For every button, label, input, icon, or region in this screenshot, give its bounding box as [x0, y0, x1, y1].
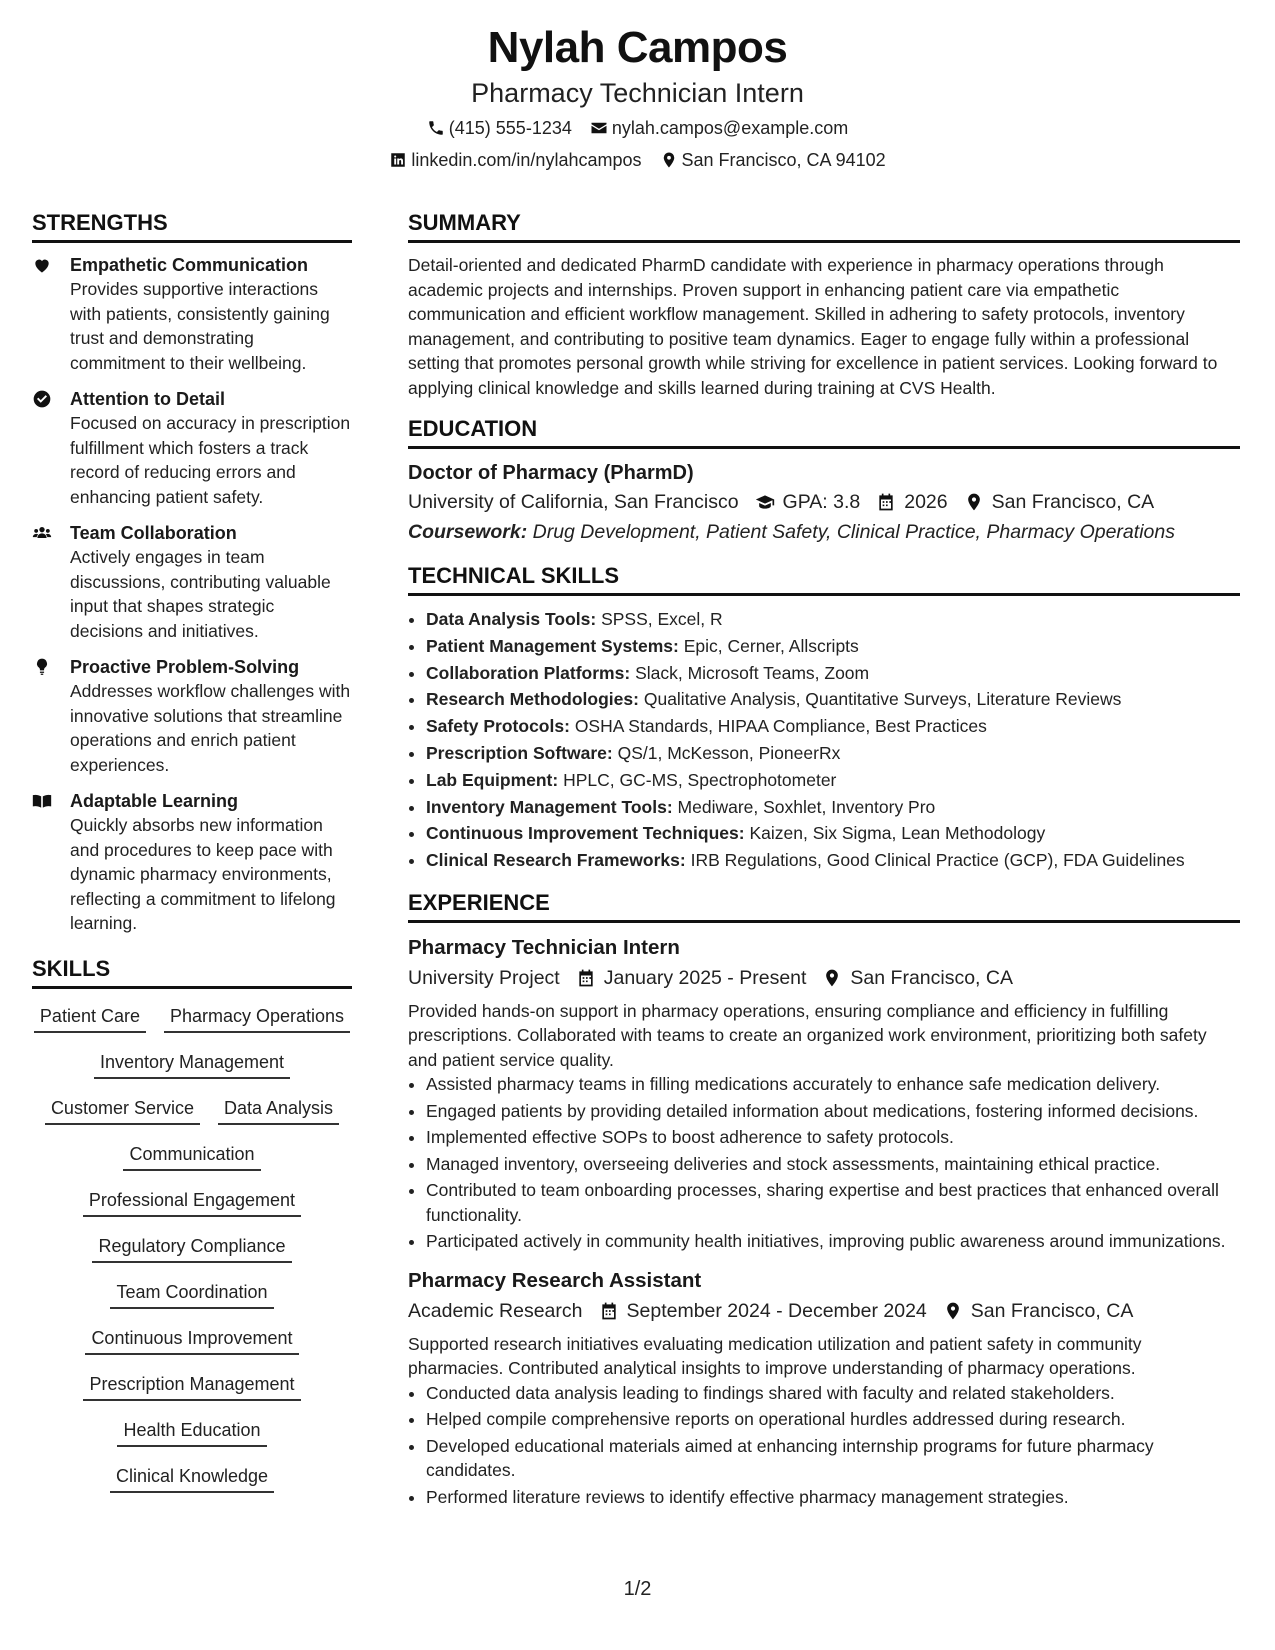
summary-heading: SUMMARY [408, 210, 1240, 243]
job-bullet: • Assisted pharmacy teams in filling medications accurately to enhance safe medication delivery. [426, 1072, 1240, 1097]
strength-desc: Focused on accuracy in prescription fulfillment which fosters a track record of reducing errors and enhancing patient safety. [70, 413, 351, 507]
job-bullet: • Engaged patients by providing detailed information about medications, fostering informed decisions. [426, 1099, 1240, 1124]
contact-row-2 [0, 148, 1275, 172]
job-location: San Francisco, CA [970, 1299, 1134, 1322]
map-pin-icon [964, 492, 984, 512]
strength-desc: Actively engages in team discussions, contributing valuable input that shapes strategic decisions and initiatives. [70, 547, 331, 641]
phone-icon [427, 119, 445, 137]
linkedin-text: linkedin.com/in/nylahcampos [411, 150, 642, 170]
job-bullet: • Participated actively in community health initiatives, improving public awareness around immunizations. [426, 1229, 1240, 1254]
tech-skill-item: • Clinical Research Frameworks: IRB Regulations, Good Clinical Practice (GCP), FDA Guidelines [426, 847, 1240, 874]
tech-skill-item: • Inventory Management Tools: Mediware, Soxhlet, Inventory Pro [426, 794, 1240, 821]
school-location: San Francisco, CA [991, 491, 1155, 513]
tech-skill-item: • Prescription Software: QS/1, McKesson, PioneerRx [426, 740, 1240, 767]
strength-item [32, 789, 352, 936]
skill-chip: Continuous Improvement [85, 1325, 298, 1355]
job-bullet: • Helped compile comprehensive reports on operational hurdles addressed during research. [426, 1407, 1240, 1432]
skill-chip: Team Coordination [110, 1279, 273, 1309]
skills-section [32, 956, 352, 1509]
strength-desc: Addresses workflow challenges with innovative solutions that streamline operations and enrich patient experiences. [70, 681, 351, 775]
calendar-icon [576, 968, 596, 988]
map-pin-icon [822, 968, 842, 988]
job-location: San Francisco, CA [850, 966, 1013, 989]
job-org: Academic Research [408, 1299, 583, 1322]
strength-title: Empathetic Communication [70, 255, 309, 275]
gpa-text: GPA: 3.8 [782, 491, 861, 513]
coursework-label: Coursework: [408, 521, 528, 543]
summary-text: Detail-oriented and dedicated PharmD candidate with experience in pharmacy operations through academic projects and internships. Proven support in enhancing patient care via empathetic communication and efficient workflow management. Skilled in adhering to safety protocols, inventory management, and contributing to positive team dynamics. Eager to engage fully within a professional setting that promotes personal growth while striving for excellence in patient services. Looking forward to applying clinical knowledge and skills learned during training at CVS Health. [408, 255, 1218, 398]
contact-phone[interactable] [427, 116, 572, 140]
candidate-title: Pharmacy Technician Intern [471, 78, 804, 108]
job-meta [408, 1296, 1240, 1326]
job-org: University Project [408, 966, 560, 989]
strength-item [32, 387, 352, 509]
degree-title: Doctor of Pharmacy (PharmD) [408, 462, 694, 484]
email-text: nylah.campos@example.com [611, 118, 849, 138]
strength-item [32, 253, 352, 375]
skill-chip: Health Education [117, 1417, 266, 1447]
skill-chip: Pharmacy Operations [164, 1003, 350, 1033]
calendar-icon [876, 492, 896, 512]
job-dates: September 2024 - December 2024 [626, 1299, 927, 1322]
job-bullet: • Implemented effective SOPs to boost adherence to safety protocols. [426, 1125, 1240, 1150]
job-bullet: • Performed literature reviews to identify effective pharmacy management strategies. [426, 1485, 1240, 1510]
map-pin-icon [943, 1301, 963, 1321]
heart-icon [32, 255, 52, 275]
skill-chip: Clinical Knowledge [110, 1463, 274, 1493]
skill-chip: Customer Service [45, 1095, 200, 1125]
strength-item [32, 655, 352, 777]
tech-skill-item: • Collaboration Platforms: Slack, Microsoft Teams, Zoom [426, 660, 1240, 687]
linkedin-icon [389, 151, 407, 169]
contact-location [660, 148, 886, 172]
resume-header [0, 20, 1275, 172]
contact-linkedin[interactable] [389, 148, 641, 172]
skill-chip: Patient Care [34, 1003, 146, 1033]
right-column [408, 210, 1240, 1511]
tech-skill-item: • Safety Protocols: OSHA Standards, HIPAA Compliance, Best Practices [426, 713, 1240, 740]
skill-chip: Prescription Management [83, 1371, 300, 1401]
strengths-heading: STRENGTHS [32, 210, 352, 243]
coursework-text: Drug Development, Patient Safety, Clinical Practice, Pharmacy Operations [532, 521, 1175, 543]
graduation-cap-icon [755, 492, 775, 512]
skill-chip: Communication [123, 1141, 260, 1171]
skill-chip: Data Analysis [218, 1095, 339, 1125]
phone-text: (415) 555-1234 [448, 118, 572, 138]
check-circle-icon [32, 389, 52, 409]
strength-item [32, 521, 352, 643]
book-icon [32, 791, 52, 811]
technical-skills-heading: TECHNICAL SKILLS [408, 563, 1240, 596]
school-name: University of California, San Francisco [408, 491, 739, 513]
job-entry [408, 1266, 1240, 1510]
education-heading: EDUCATION [408, 416, 1240, 449]
job-bullet: • Developed educational materials aimed at enhancing internship programs for future pharmacy candidates. [426, 1434, 1240, 1483]
tech-skill-item: • Data Analysis Tools: SPSS, Excel, R [426, 606, 1240, 633]
education-meta [408, 487, 1240, 517]
job-title: Pharmacy Research Assistant [408, 1268, 702, 1292]
job-description: Supported research initiatives evaluating medication utilization and patient safety in community pharmacies. Contributed analytical insights to improve understanding of pharmacy operations. [408, 1333, 1142, 1379]
strength-desc: Quickly absorbs new information and procedures to keep pace with dynamic pharmacy environments, reflecting a commitment to lifelong learning. [70, 815, 336, 933]
lightbulb-icon [32, 657, 52, 677]
job-bullets [408, 1381, 1240, 1510]
job-description: Provided hands-on support in pharmacy operations, ensuring compliance and efficiency in fulfilling prescriptions. Collaborated with teams to create an organized work environment, prioritizing both safety and patient service quality. [408, 1000, 1207, 1070]
candidate-name: Nylah Campos [487, 23, 788, 72]
experience-heading: EXPERIENCE [408, 890, 1240, 923]
job-dates: January 2025 - Present [603, 966, 807, 989]
location-text: San Francisco, CA 94102 [681, 150, 886, 170]
users-icon [32, 523, 52, 543]
map-pin-icon [660, 151, 678, 169]
job-bullet: • Managed inventory, overseeing deliveries and stock assessments, maintaining ethical practice. [426, 1152, 1240, 1177]
skill-chip: Regulatory Compliance [92, 1233, 291, 1263]
job-entry [408, 933, 1240, 1254]
strength-title: Proactive Problem-Solving [70, 657, 300, 677]
left-column [32, 210, 352, 1509]
job-meta [408, 963, 1240, 993]
tech-skill-item: • Continuous Improvement Techniques: Kaizen, Six Sigma, Lean Methodology [426, 820, 1240, 847]
tech-skill-item: • Research Methodologies: Qualitative Analysis, Quantitative Surveys, Literature Reviews [426, 686, 1240, 713]
skill-chip: Professional Engagement [83, 1187, 301, 1217]
tech-skill-item: • Lab Equipment: HPLC, GC-MS, Spectrophotometer [426, 767, 1240, 794]
contact-email[interactable] [590, 116, 848, 140]
skill-chip: Inventory Management [94, 1049, 290, 1079]
technical-skills-list [408, 606, 1240, 874]
page-number: 1/2 [623, 1578, 652, 1600]
skills-chips [32, 999, 352, 1509]
strength-title: Adaptable Learning [70, 791, 239, 811]
skills-heading: SKILLS [32, 956, 352, 989]
calendar-icon [599, 1301, 619, 1321]
job-title: Pharmacy Technician Intern [408, 935, 680, 959]
coursework-line [408, 517, 1240, 547]
job-bullet: • Contributed to team onboarding processes, sharing expertise and best practices that enhanced overall functionality. [426, 1178, 1240, 1227]
job-bullets [408, 1072, 1240, 1254]
grad-year: 2026 [904, 491, 948, 513]
job-bullet: • Conducted data analysis leading to findings shared with faculty and related stakeholders. [426, 1381, 1240, 1406]
strength-title: Attention to Detail [70, 389, 225, 409]
strength-title: Team Collaboration [70, 523, 237, 543]
tech-skill-item: • Patient Management Systems: Epic, Cerner, Allscripts [426, 633, 1240, 660]
envelope-icon [590, 119, 608, 137]
strength-desc: Provides supportive interactions with patients, consistently gaining trust and demonstrating commitment to their wellbeing. [70, 279, 330, 373]
contact-row-1 [0, 116, 1275, 140]
